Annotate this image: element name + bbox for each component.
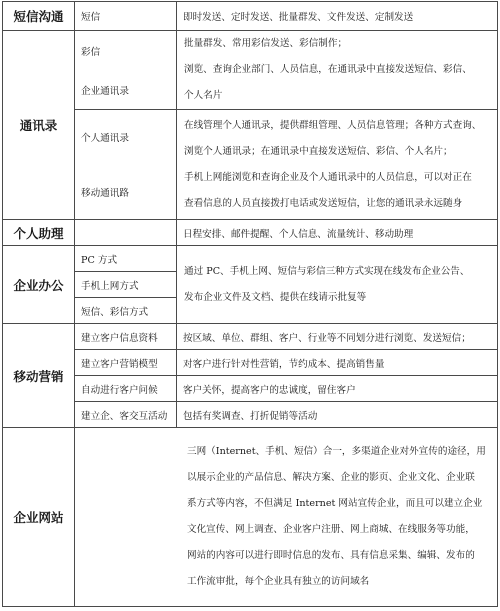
desc-mobile-line-1: 手机上网能浏览和查询企业及个人通讯录中的人员信息，可以对正在 (184, 171, 472, 183)
sub-marketing-1: 建立客户信息资料 (75, 324, 177, 350)
sub-marketing-3: 自动进行客户问候 (75, 376, 177, 402)
desc-marketing-3: 客户关怀，提高客户的忠诚度，留住客户 (177, 376, 498, 402)
sub-mobile-book: 移动通讯路 (81, 187, 129, 199)
desc-mms-corp (177, 31, 498, 110)
row-sms (3, 2, 498, 31)
category-assistant: 个人助理 (3, 220, 75, 246)
desc-marketing-4: 包括有奖调查、打折促销等活动 (177, 402, 498, 428)
sub-mms-corp (75, 31, 177, 110)
sub-office-sms: 短信、彩信方式 (75, 298, 177, 324)
desc-website-line-1: 三网（Internet、手机、短信）合一，多渠道企业对外宣传的途径，用 (187, 446, 486, 457)
desc-website-line-4: 文化宣传、网上调查、企业客户注册、网上商城、在线服务等功能， (187, 524, 475, 535)
desc-office (177, 246, 498, 324)
desc-office-line-2: 发布企业文件及文档、提供在线请示批复等 (184, 291, 367, 303)
row-marketing-3 (3, 376, 498, 402)
row-office-1 (3, 246, 498, 272)
desc-corp-line-1: 浏览、查询企业部门、人员信息，在通讯录中直接发送短信、彩信、 (184, 64, 472, 75)
desc-assistant: 日程安排、邮件提醒、个人信息、流量统计、移动助理 (177, 220, 498, 246)
desc-corp-line-2: 个人名片 (184, 90, 223, 101)
category-office: 企业办公 (3, 246, 75, 324)
desc-personal-line-2: 浏览个人通讯录；在通讯录中直接发送短信、彩信、个人名片； (184, 145, 453, 157)
sub-corp-book: 企业通讯录 (81, 85, 129, 97)
desc-office-line-1: 通过 PC、手机上网、短信与彩信三种方式实现在线发布企业公告、 (184, 265, 470, 277)
row-marketing-4 (3, 402, 498, 428)
category-contacts: 通讯录 (3, 31, 75, 220)
feature-table (2, 1, 498, 607)
desc-website-line-6: 工作流审批，每个企业具有独立的访问域名 (187, 576, 370, 587)
row-assistant (3, 220, 498, 246)
category-sms: 短信沟通 (3, 2, 75, 31)
desc-website-line-2: 以展示企业的产品信息、解决方案、企业的影页、企业文化、企业联 (187, 472, 475, 483)
row-website (3, 428, 498, 607)
sub-assistant-empty (75, 220, 177, 246)
desc-personal-mobile (177, 110, 498, 220)
category-marketing: 移动营销 (3, 324, 75, 428)
sub-personal-mobile (75, 110, 177, 220)
desc-website (75, 428, 498, 607)
sub-office-mobile: 手机上网方式 (75, 272, 177, 298)
desc-personal-line-1: 在线管理个人通讯录，提供群组管理、人员信息管理；各种方式查询、 (184, 119, 482, 131)
sub-marketing-4: 建立企、客交互活动 (75, 402, 177, 428)
desc-marketing-2: 对客户进行针对性营销，节约成本、提高销售量 (177, 350, 498, 376)
row-personal-mobile (3, 110, 498, 220)
sub-sms: 短信 (75, 2, 177, 31)
row-mms-corp (3, 31, 498, 110)
category-website: 企业网站 (3, 428, 75, 607)
row-marketing-2 (3, 350, 498, 376)
sub-office-pc: PC 方式 (75, 246, 177, 272)
sub-marketing-2: 建立客户营销模型 (75, 350, 177, 376)
sub-mms: 彩信 (81, 46, 101, 58)
desc-website-line-3: 系方式等内容，不但满足 Internet 网站宣传企业，而且可以建立企业 (187, 498, 483, 509)
desc-sms: 即时发送、定时发送、批量群发、文件发送、定制发送 (177, 2, 498, 31)
desc-marketing-1: 按区域、单位、群组、客户、行业等不同划分进行浏览、发送短信； (177, 324, 498, 350)
desc-mms: 批量群发、常用彩信发送、彩信制作； (184, 38, 348, 49)
desc-website-line-5: 网站的内容可以进行即时信息的发布、具有信息采集、编辑、发布的 (187, 550, 475, 561)
sub-personal-book: 个人通讯录 (81, 133, 129, 145)
row-marketing-1 (3, 324, 498, 350)
desc-mobile-line-2: 查看信息的人员直接拨打电话或发送短信，让您的通讯录永远随身 (184, 197, 463, 209)
